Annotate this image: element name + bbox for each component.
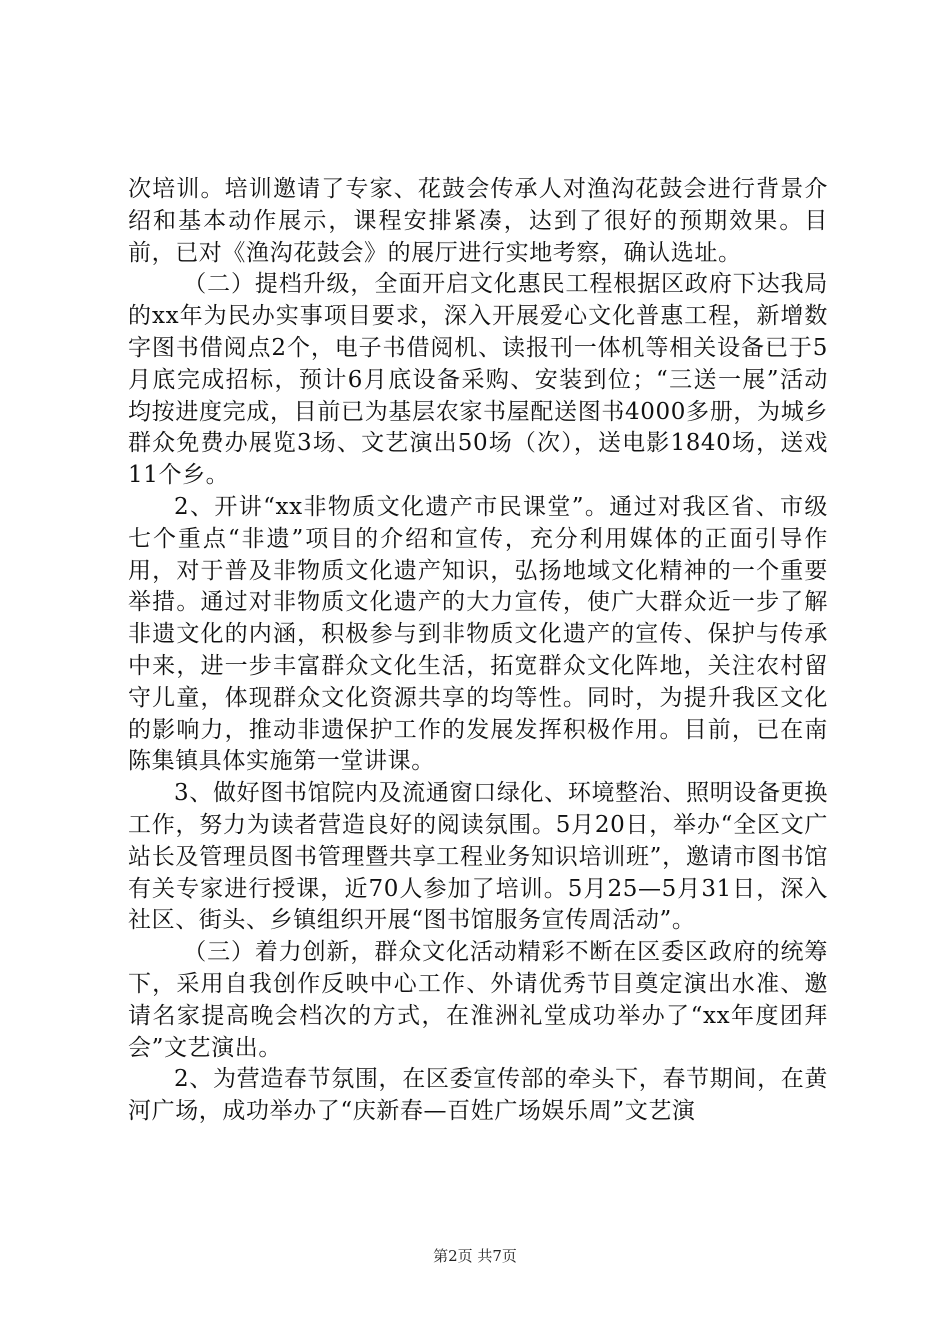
paragraph-spring-festival: 2、为营造春节氛围，在区委宣传部的牵头下，春节期间，在黄河广场，成功举办了“庆新春—百姓广场娱乐周”文艺演 (128, 1066, 828, 1125)
page-number-footer: 第2页 共7页 (433, 1247, 517, 1265)
paragraph-continuation-training: 次培训。培训邀请了专家、花鼓会传承人对渔沟花鼓会进行背景介绍和基本动作展示，课程安排紧凑，达到了很好的预期效果。目前，已对《渔沟花鼓会》的展厅进行实地考察，确认选址。 (128, 176, 828, 266)
paragraph-library-work: 3、做好图书馆院内及流通窗口绿化、环境整治、照明设备更换工作，努力为读者营造良好的阅读氛围。5月20日，举办“全区文广站长及管理员图书管理暨共享工程业务知识培训班”，邀请市图书馆有关专家进行授课，近70人参加了培训。5月25—5月31日，深入社区、街头、乡镇组织开展“图书馆服务宣传周活动”。 (128, 780, 828, 934)
paragraph-heritage-lecture: 2、开讲“xx非物质文化遗产市民课堂”。通过对我区省、市级七个重点“非遗”项目的介绍和宣传，充分利用媒体的正面引导作用，对于普及非物质文化遗产知识，弘扬地域文化精神的一个重要举措。通过对非物质文化遗产的大力宣传，使广大群众近一步了解非遗文化的内涵，积极参与到非物质文化遗产的宣传、保护与传承中来，进一步丰富群众文化生活，拓宽群众文化阵地，关注农村留守儿童，体现群众文化资源共享的均等性。同时，为提升我区文化的影响力，推动非遗保护工作的发展发挥积极作用。目前，已在南陈集镇具体实施第一堂讲课。 (128, 493, 828, 775)
paragraph-section-two-heading: （二）提档升级，全面开启文化惠民工程根据区政府下达我局的xx年为民办实事项目要求，深入开展爱心文化普惠工程，新增数字图书借阅点2个，电子书借阅机、读报刊一体机等相关设备已于5月底完成招标，预计6月底设备采购、安装到位；“三送一展”活动均按进度完成，目前已为基层农家书屋配送图书4000多册，为城乡群众免费办展览3场、文艺演出50场（次），送电影1840场，送戏11个乡。 (128, 271, 828, 489)
paragraph-section-three-heading: （三）着力创新，群众文化活动精彩不断在区委区政府的统筹下，采用自我创作反映中心工作、外请优秀节目奠定演出水准、邀请名家提高晚会档次的方式，在淮洲礼堂成功举办了“xx年度团拜会”文艺演出。 (128, 939, 828, 1061)
document-body (128, 174, 828, 1128)
